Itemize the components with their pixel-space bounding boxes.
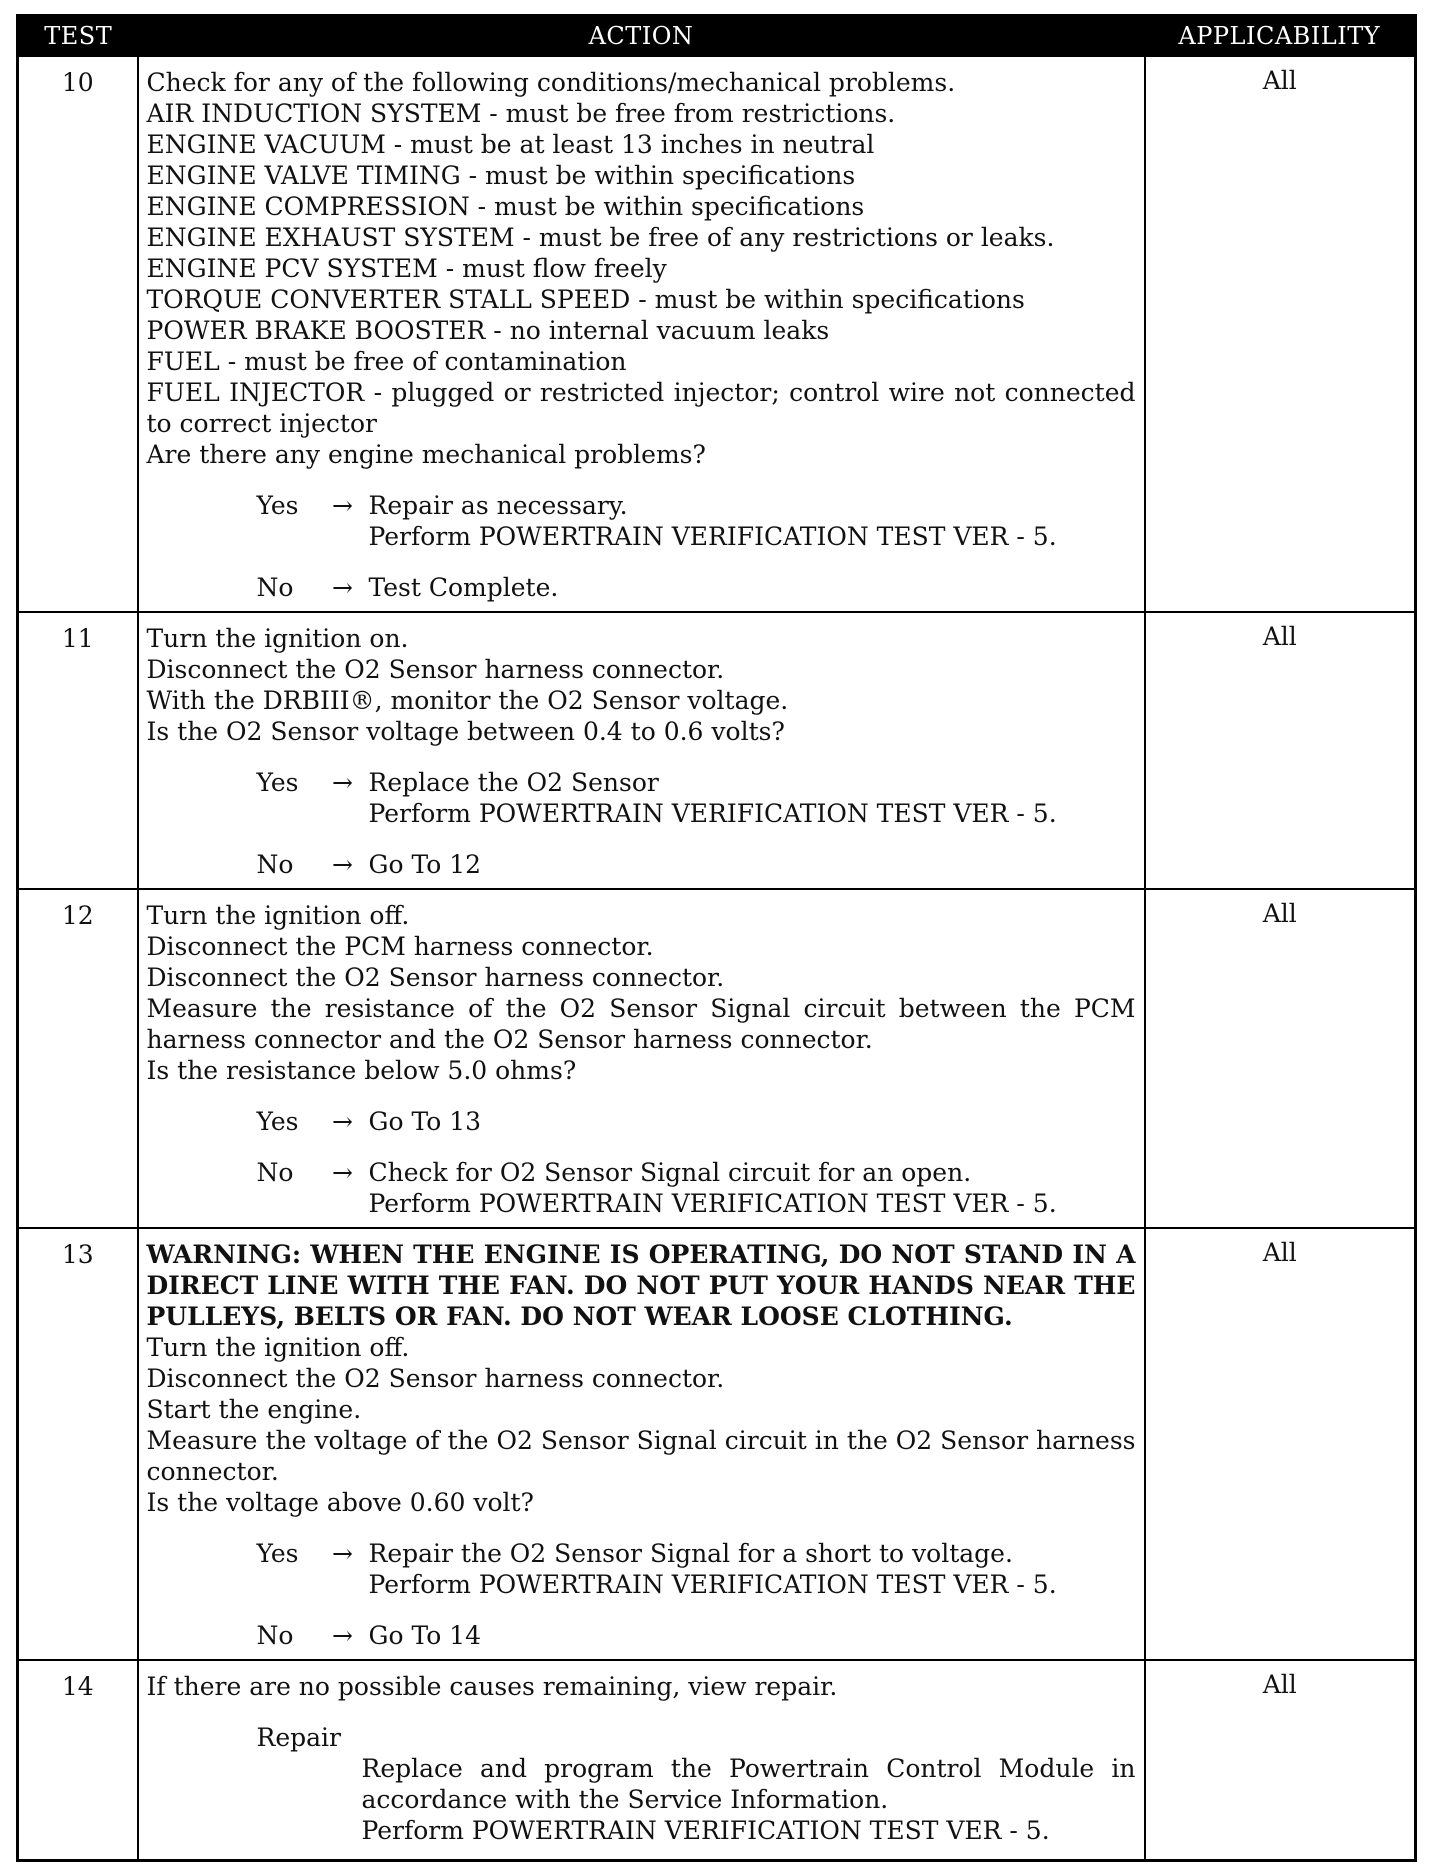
action-line: Disconnect the PCM harness connector.	[146, 932, 654, 961]
applicability-value: All	[1145, 1228, 1416, 1660]
yes-branch	[147, 1538, 1136, 1600]
arrow-icon: →	[332, 573, 353, 602]
yes-result	[369, 767, 1136, 829]
no-result	[369, 849, 1136, 880]
result-line: Replace the O2 Sensor	[368, 768, 659, 797]
no-label: No	[256, 1621, 294, 1650]
result-line: Go To 12	[368, 850, 482, 879]
yes-label: Yes	[256, 768, 299, 797]
warning-text: WARNING: WHEN THE ENGINE IS OPERATING, DO NOT STAND IN A DIRECT LINE WITH THE FAN. DO NOT PUT YOUR HANDS NEAR THE PULLEYS, BELTS OR FAN. DO NOT WEAR LOOSE CLOTHING.	[146, 1240, 1136, 1331]
yes-branch	[147, 767, 1136, 829]
action-line: Disconnect the O2 Sensor harness connector.	[146, 1364, 725, 1393]
test-row-13	[18, 1228, 1416, 1660]
test-row-12	[18, 889, 1416, 1228]
action-line: POWER BRAKE BOOSTER - no internal vacuum leaks	[146, 316, 830, 345]
test-row-11	[18, 612, 1416, 889]
result-line: Go To 13	[368, 1107, 482, 1136]
no-label: No	[256, 1158, 294, 1187]
header-applicability: APPLICABILITY	[1145, 16, 1416, 57]
action-line: ENGINE VALVE TIMING - must be within specifications	[146, 161, 856, 190]
action-cell	[138, 56, 1145, 612]
arrow-icon: →	[332, 1107, 353, 1136]
action-line: If there are no possible causes remaining, view repair.	[146, 1672, 838, 1701]
no-branch	[147, 572, 1136, 603]
test-number: 14	[18, 1660, 138, 1860]
test-number: 12	[18, 889, 138, 1228]
action-line: With the DRBIII®, monitor the O2 Sensor voltage.	[146, 686, 789, 715]
result-line: Perform POWERTRAIN VERIFICATION TEST VER - 5.	[368, 1570, 1057, 1599]
arrow-icon: →	[332, 768, 353, 797]
no-result	[369, 1620, 1136, 1651]
yes-result	[369, 1538, 1136, 1600]
action-cell	[138, 889, 1145, 1228]
no-label: No	[256, 850, 294, 879]
arrow-icon: →	[332, 1158, 353, 1187]
action-cell	[138, 1228, 1145, 1660]
action-line: AIR INDUCTION SYSTEM - must be free from restrictions.	[146, 99, 896, 128]
table-header-row	[18, 16, 1416, 57]
action-line: FUEL INJECTOR - plugged or restricted injector; control wire not connected to correct injector	[146, 378, 1136, 438]
header-test: TEST	[18, 16, 138, 57]
no-branch	[147, 1157, 1136, 1219]
no-label: No	[256, 573, 294, 602]
arrow-icon: →	[332, 1539, 353, 1568]
action-line: Turn the ignition off.	[146, 901, 410, 930]
repair-text: Perform POWERTRAIN VERIFICATION TEST VER - 5.	[361, 1816, 1050, 1845]
no-result	[369, 572, 1136, 603]
repair-label: Repair	[256, 1723, 341, 1752]
action-line: Measure the voltage of the O2 Sensor Signal circuit in the O2 Sensor harness connector.	[146, 1426, 1136, 1486]
result-line: Go To 14	[368, 1621, 482, 1650]
applicability-value: All	[1145, 612, 1416, 889]
test-number: 10	[18, 56, 138, 612]
test-row-14	[18, 1660, 1416, 1860]
diagnostic-table	[16, 14, 1417, 1862]
action-question: Is the voltage above 0.60 volt?	[146, 1488, 534, 1517]
applicability-value: All	[1145, 889, 1416, 1228]
applicability-value: All	[1145, 56, 1416, 612]
test-row-10	[18, 56, 1416, 612]
yes-label: Yes	[256, 1107, 299, 1136]
action-line: Check for any of the following conditions/mechanical problems.	[146, 68, 956, 97]
action-line: Turn the ignition on.	[146, 624, 409, 653]
no-result	[369, 1157, 1136, 1219]
action-line: Start the engine.	[146, 1395, 362, 1424]
result-line: Repair the O2 Sensor Signal for a short to voltage.	[368, 1539, 1013, 1568]
action-line: ENGINE PCV SYSTEM - must flow freely	[146, 254, 667, 283]
action-question: Is the resistance below 5.0 ohms?	[146, 1056, 577, 1085]
action-line: FUEL - must be free of contamination	[146, 347, 627, 376]
yes-result	[369, 490, 1136, 552]
action-line: Disconnect the O2 Sensor harness connector.	[146, 963, 725, 992]
result-line: Perform POWERTRAIN VERIFICATION TEST VER - 5.	[368, 522, 1057, 551]
action-line: ENGINE VACUUM - must be at least 13 inches in neutral	[146, 130, 875, 159]
yes-label: Yes	[256, 1539, 299, 1568]
yes-label: Yes	[256, 491, 299, 520]
arrow-icon: →	[332, 491, 353, 520]
no-branch	[147, 849, 1136, 880]
result-line: Repair as necessary.	[368, 491, 628, 520]
diagnostic-document	[16, 14, 1414, 1845]
result-line: Check for O2 Sensor Signal circuit for an open.	[368, 1158, 972, 1187]
yes-result	[369, 1106, 1136, 1137]
action-question: Are there any engine mechanical problems?	[146, 440, 706, 469]
action-line: ENGINE COMPRESSION - must be within specifications	[146, 192, 865, 221]
test-number: 13	[18, 1228, 138, 1660]
header-action: ACTION	[138, 16, 1145, 57]
action-line: TORQUE CONVERTER STALL SPEED - must be within specifications	[146, 285, 1025, 314]
action-cell	[138, 1660, 1145, 1860]
action-line: Turn the ignition off.	[146, 1333, 410, 1362]
repair-text: Replace and program the Powertrain Control Module in accordance with the Service Information.	[361, 1754, 1136, 1814]
yes-branch	[147, 1106, 1136, 1137]
action-line: Disconnect the O2 Sensor harness connector.	[146, 655, 725, 684]
arrow-icon: →	[332, 850, 353, 879]
no-branch	[147, 1620, 1136, 1651]
test-number: 11	[18, 612, 138, 889]
applicability-value: All	[1145, 1660, 1416, 1860]
action-line: Measure the resistance of the O2 Sensor Signal circuit between the PCM harness connector and the O2 Sensor harness connector.	[146, 994, 1136, 1054]
action-cell	[138, 612, 1145, 889]
arrow-icon: →	[332, 1621, 353, 1650]
action-question: Is the O2 Sensor voltage between 0.4 to 0.6 volts?	[146, 717, 785, 746]
yes-branch	[147, 490, 1136, 552]
action-line: ENGINE EXHAUST SYSTEM - must be free of any restrictions or leaks.	[146, 223, 1055, 252]
result-line: Perform POWERTRAIN VERIFICATION TEST VER - 5.	[368, 799, 1057, 828]
result-line: Test Complete.	[368, 573, 559, 602]
result-line: Perform POWERTRAIN VERIFICATION TEST VER - 5.	[368, 1189, 1057, 1218]
